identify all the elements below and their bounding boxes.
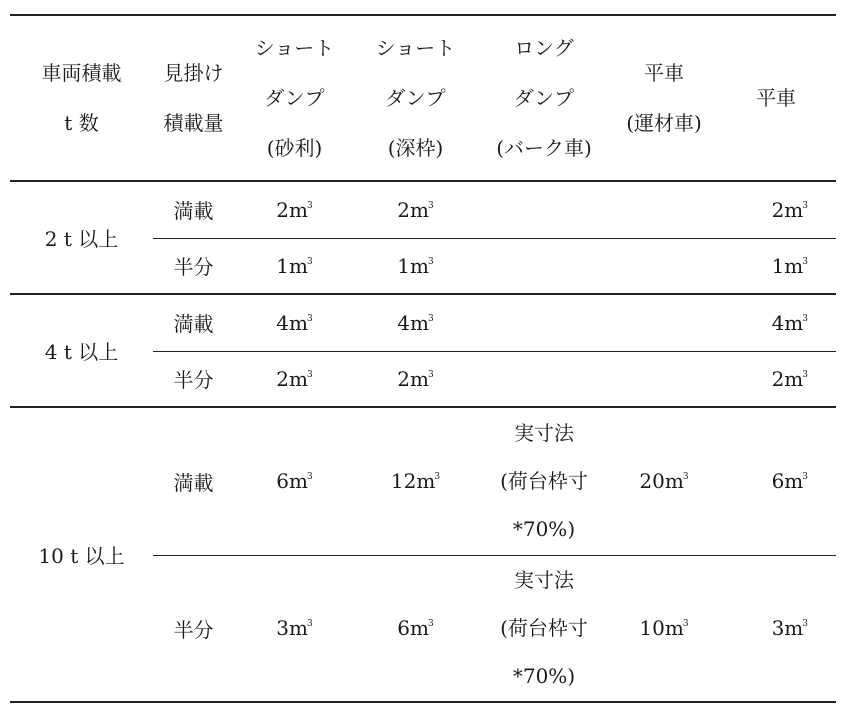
header-flatbed: 平車: [756, 86, 796, 110]
volume-cell: $6m^3$: [234, 407, 355, 555]
volume-cell: $12m^3$: [355, 407, 476, 555]
header-short-dump-gravel: ショート ダンプ (砂利): [254, 36, 335, 160]
header-apparent-load: 見掛け 積載量: [163, 61, 224, 135]
volume-cell: $3m^3$: [771, 616, 808, 641]
header-flatbed-timber: 平車 (運材車): [626, 61, 702, 135]
load-label: 満載: [153, 181, 234, 238]
volume-cell: $3m^3$: [276, 616, 313, 641]
header-row: [10, 15, 836, 181]
volume-cell: $2m^3$: [234, 181, 355, 238]
volume-cell: $1m^3$: [771, 253, 808, 278]
volume-cell: $2m^3$: [355, 181, 476, 238]
volume-cell: $2m^3$: [276, 366, 313, 391]
volume-cell: $6m^3$: [397, 616, 434, 641]
volume-cell: $1m^3$: [397, 253, 434, 278]
long-dump-note: 実寸法 (荷台枠寸 *70%): [500, 568, 588, 689]
volume-cell: $4m^3$: [716, 294, 836, 351]
table-row-2t-full: [10, 181, 836, 238]
load-label: 半分: [173, 617, 214, 642]
vehicle-load-table: [10, 14, 836, 703]
empty-cell: [612, 351, 716, 407]
volume-cell: $6m^3$: [716, 407, 836, 555]
tonnage-label-10t: 10 t 以上: [10, 407, 153, 702]
volume-cell: $2m^3$: [397, 366, 434, 391]
volume-cell: $10m^3$: [639, 616, 689, 641]
tonnage-label-4t: 4 t 以上: [10, 294, 153, 407]
empty-cell: [612, 238, 716, 294]
empty-cell: [476, 294, 612, 351]
header-short-dump-deep: ショート ダンプ (深枠): [375, 36, 456, 160]
load-label: 満載: [153, 294, 234, 351]
table-row-4t-full: [10, 294, 836, 351]
empty-cell: [612, 181, 716, 238]
volume-cell: $4m^3$: [355, 294, 476, 351]
header-long-dump-bark: ロング ダンプ (バーク車): [496, 36, 592, 160]
empty-cell: [476, 351, 612, 407]
table-row-10t-full: [10, 407, 836, 555]
header-tonnage: 車両積載 t 数: [41, 61, 122, 135]
volume-cell: $2m^3$: [716, 181, 836, 238]
volume-cell: $20m^3$: [612, 407, 716, 555]
volume-cell: $2m^3$: [771, 366, 808, 391]
load-label: 半分: [173, 255, 214, 280]
empty-cell: [476, 238, 612, 294]
empty-cell: [612, 294, 716, 351]
empty-cell: [476, 181, 612, 238]
tonnage-label-2t: 2 t 以上: [10, 181, 153, 294]
volume-cell: $4m^3$: [234, 294, 355, 351]
load-label: 満載: [153, 407, 234, 555]
load-label: 半分: [173, 368, 214, 393]
volume-cell: $1m^3$: [276, 253, 313, 278]
long-dump-note: 実寸法 (荷台枠寸 *70%): [476, 407, 612, 555]
